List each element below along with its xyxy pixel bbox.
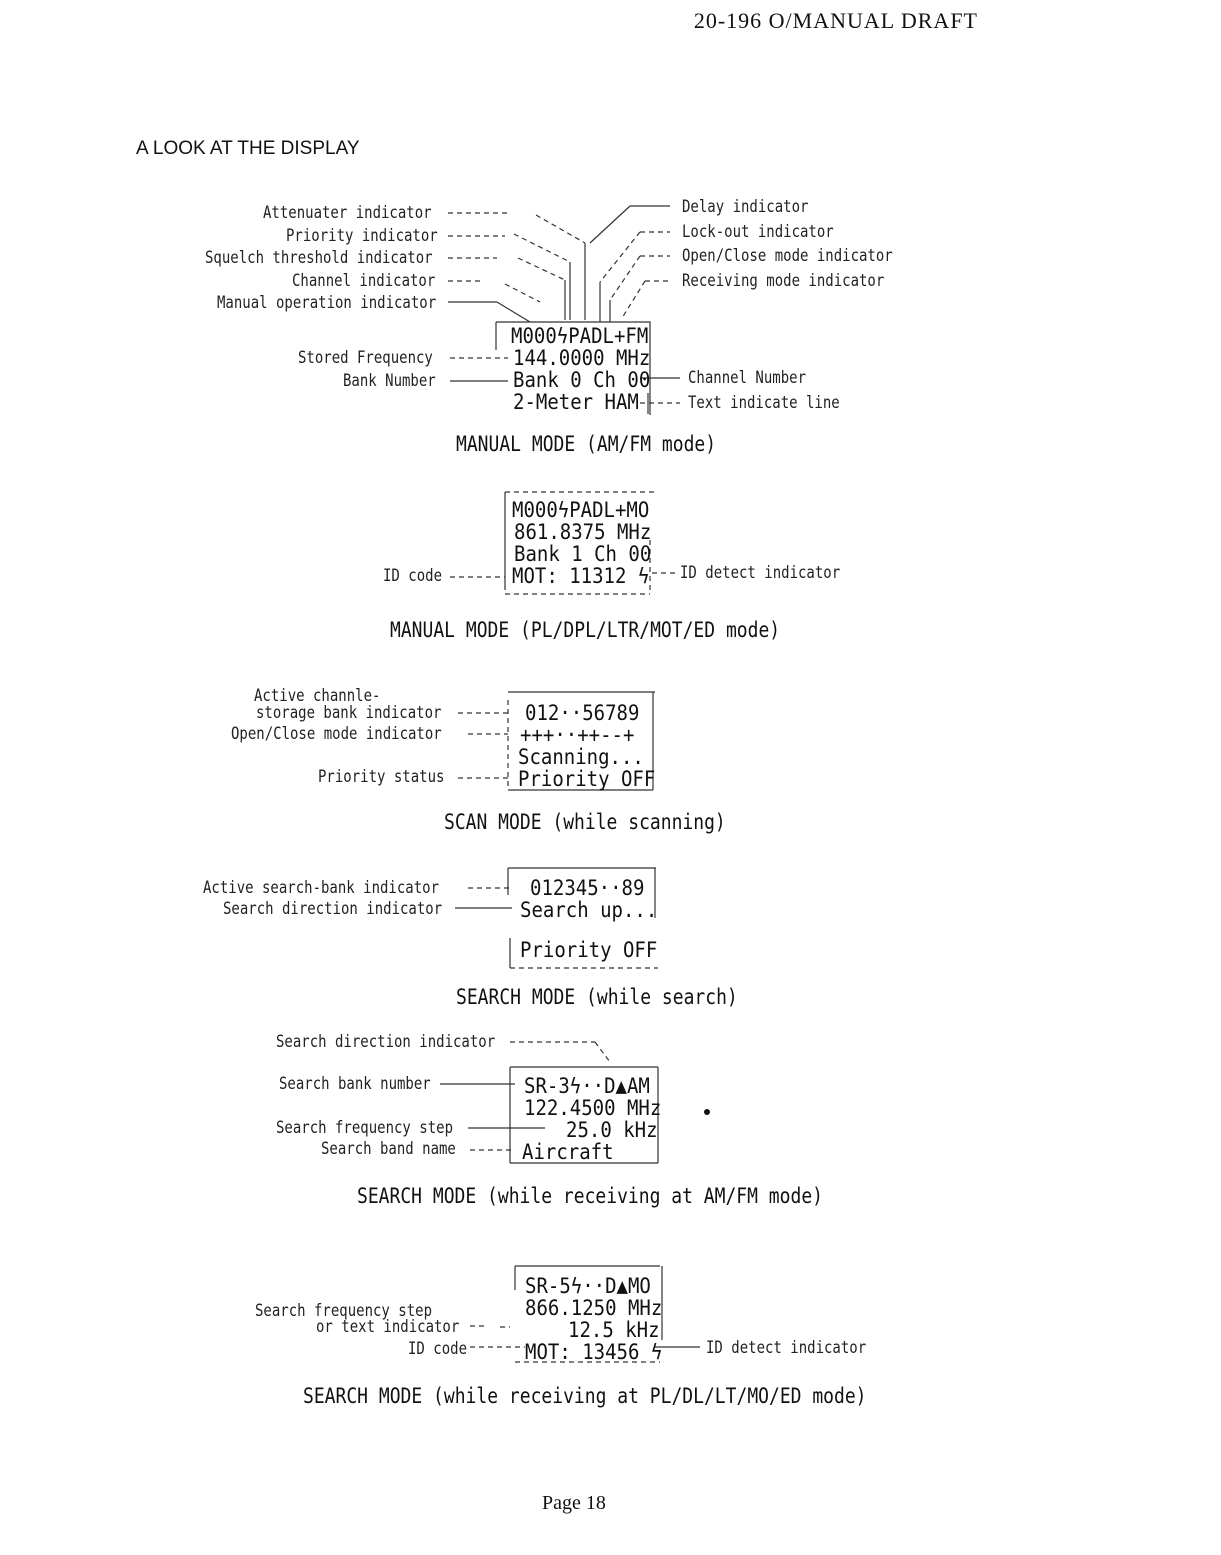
lcd3-line-3: Scanning... (518, 745, 644, 770)
delay-label: Delay indicator (682, 198, 809, 217)
lcd3-line-4: Priority OFF (518, 767, 656, 792)
squelch-label: Squelch threshold indicator (205, 249, 433, 268)
text-indicator-label: or text indicator (316, 1318, 460, 1337)
text-indicate-label: Text indicate line (688, 394, 840, 413)
id-code-label: ID code (383, 567, 443, 586)
active-channel-label-1: Active channle- (254, 687, 381, 706)
id-detect-label: ID detect indicator (680, 564, 841, 583)
attenuater-label: Attenuater indicator (263, 204, 432, 223)
search-direction-label: Search direction indicator (223, 900, 443, 919)
lcd6-line-1: SR-5ϟ··D▲MO (525, 1274, 651, 1299)
lcd-line-3: Bank 0 Ch 00 (513, 368, 651, 393)
manual-operation-label: Manual operation indicator (217, 294, 437, 313)
caption-search-am-fm: SEARCH MODE (while receiving at AM/FM mode) (357, 1184, 823, 1209)
lcd2-line-3: Bank 1 Ch 00 (514, 542, 652, 567)
lcd-line-2: 144.0000 MHz (513, 346, 651, 371)
channel-indicator-label: Channel indicator (292, 272, 436, 291)
search-direction-label-2: Search direction indicator (276, 1033, 496, 1052)
search-freq-step-label-2: Search frequency step (255, 1302, 433, 1321)
lcd5-line-2: 122.4500 MHz (524, 1096, 662, 1121)
caption-search: SEARCH MODE (while search) (456, 985, 738, 1010)
page-number: Page 18 (542, 1492, 606, 1514)
lcd-line-1: M000ϟPADL+FM (511, 324, 649, 349)
caption-manual-am-fm: MANUAL MODE (AM/FM mode) (456, 432, 717, 457)
lcd6-line-2: 866.1250 MHz (525, 1296, 663, 1321)
channel-number-label: Channel Number (688, 369, 807, 388)
lcd6-line-3: 12.5 kHz (568, 1318, 660, 1343)
lcd3-line-1: 012··56789 (525, 701, 640, 726)
active-search-bank-label: Active search-bank indicator (203, 879, 440, 898)
receiving-mode-label: Receiving mode indicator (682, 272, 885, 291)
open-close-label: Open/Close mode indicator (682, 247, 893, 266)
lcd2-line-1: M000ϟPADL+MO (512, 498, 650, 523)
lcd2-line-4: MOT: 11312 ϟ (512, 564, 650, 589)
lcd5-line-1: SR-3ϟ··D▲AM (524, 1074, 650, 1099)
lcd5-line-4: Aircraft (522, 1140, 614, 1165)
search-frequency-step-label: Search frequency step (276, 1119, 454, 1138)
caption-scan: SCAN MODE (while scanning) (444, 810, 726, 835)
id-code-label-2: ID code (408, 1340, 468, 1359)
lcd4-line-2: Search up... (520, 898, 658, 923)
lcd3-line-2: +++··++--+ (520, 723, 635, 748)
draft-header: 20-196 O/MANUAL DRAFT (693, 8, 978, 33)
priority-status-label: Priority status (318, 768, 445, 787)
lcd-line-4: 2-Meter HAM (513, 390, 639, 415)
caption-manual-pl: MANUAL MODE (PL/DPL/LTR/MOT/ED mode) (390, 618, 781, 643)
bank-number-label: Bank Number (343, 372, 436, 391)
search-band-name-label: Search band name (321, 1140, 456, 1159)
stray-dot (704, 1109, 710, 1115)
scan-open-close-label: Open/Close mode indicator (231, 725, 442, 744)
search-bank-number-label: Search bank number (279, 1075, 431, 1094)
id-detect-label-2: ID detect indicator (706, 1339, 867, 1358)
lockout-label: Lock-out indicator (682, 223, 834, 242)
caption-search-pl: SEARCH MODE (while receiving at PL/DL/LT/MO/ED mode) (303, 1384, 867, 1409)
stored-frequency-label: Stored Frequency (298, 349, 433, 368)
lcd2-line-2: 861.8375 MHz (514, 520, 652, 545)
priority-indicator-label: Priority indicator (286, 227, 438, 246)
page-title: A LOOK AT THE DISPLAY (136, 138, 360, 159)
lcd6-line-4: MOT: 13456 ϟ (525, 1340, 663, 1365)
active-channel-label-2: storage bank indicator (256, 704, 442, 723)
lcd4-line-1: 012345··89 (530, 876, 645, 901)
lcd4-line-3: Priority OFF (520, 938, 658, 963)
lcd5-line-3: 25.0 kHz (566, 1118, 658, 1143)
